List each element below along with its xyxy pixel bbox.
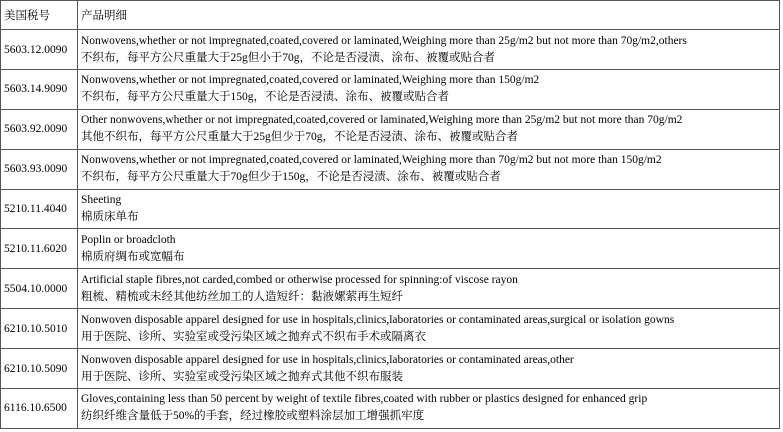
product-detail: [78, 349, 780, 389]
product-detail-english: Nonwovens,whether or not impregnated,coated,covered or laminated,Weighing more than 25g/m2 but not more than 70g/m2,others: [81, 34, 687, 47]
product-detail: [78, 69, 780, 109]
product-detail: [78, 109, 780, 149]
product-detail-chinese: 纺织纤维含量低于50%的手套，经过橡胶或塑料涂层加工增强抓牢度: [81, 410, 425, 423]
product-detail: [78, 189, 780, 229]
table-row: [1, 229, 780, 269]
product-detail-chinese: 不织布，每平方公尺重量大于70g但少于150g，不论是否浸渍、涂布、被覆或贴合者: [81, 171, 501, 184]
product-detail-chinese: 粗梳、精梳或未经其他纺丝加工的人造短纤：黏液嫘萦再生短纤: [81, 290, 403, 303]
tariff-code: 5210.11.6020: [1, 229, 78, 269]
tariff-code: 5603.12.0090: [1, 30, 78, 70]
tariff-code: 5603.92.0090: [1, 109, 78, 149]
product-detail-chinese: 棉质床单布: [81, 211, 139, 224]
header-product-detail: 产品明细: [78, 1, 780, 30]
table-row: [1, 269, 780, 309]
product-detail-english: Artificial staple fibres,not carded,combed or otherwise processed for spinning:of viscose rayon: [81, 273, 518, 286]
product-detail-english: Nonwovens,whether or not impregnated,coated,covered or laminated,Weighing more than 150g/m2: [81, 74, 540, 87]
table-row: [1, 388, 780, 428]
tariff-code: 5603.93.0090: [1, 149, 78, 189]
product-detail-english: Nonwovens,whether or not impregnated,coated,covered or laminated,Weighing more than 70g/m2 but not more than 150g/m2: [81, 154, 662, 167]
product-detail-chinese: 不织布，每平方公尺重量大于25g但小于70g，不论是否浸渍、涂布、被覆或贴合者: [81, 51, 495, 64]
product-detail-english: Poplin or broadcloth: [81, 233, 176, 246]
product-detail-english: Nonwoven disposable apparel designed for use in hospitals,clinics,laboratories or contaminated areas,other: [81, 353, 574, 366]
tariff-code: 5504.10.0000: [1, 269, 78, 309]
table-row: [1, 109, 780, 149]
tariff-code: 5210.11.4040: [1, 189, 78, 229]
product-detail-chinese: 用于医院、诊所、实验室或受污染区域之抛弃式不织布手术或隔离衣: [81, 330, 426, 343]
product-detail-chinese: 棉质府绸布或宽幅布: [81, 250, 185, 263]
product-detail-english: Gloves,containing less than 50 percent by weight of textile fibres,coated with rubber or plastics designed for enhanced grip: [81, 393, 648, 406]
header-tariff-code: 美国税号: [1, 1, 78, 30]
product-detail-chinese: 不织布，每平方公尺重量大于150g，不论是否浸渍、涂布、被覆或贴合者: [81, 91, 449, 104]
table-row: [1, 349, 780, 389]
product-detail: [78, 388, 780, 428]
product-detail: [78, 149, 780, 189]
table-row: [1, 149, 780, 189]
tariff-code: 6210.10.5010: [1, 309, 78, 349]
tariff-table-body: [1, 1, 780, 429]
tariff-code: 5603.14.9090: [1, 69, 78, 109]
table-row: [1, 189, 780, 229]
header-row: [1, 1, 780, 30]
product-detail: [78, 309, 780, 349]
product-detail: [78, 269, 780, 309]
table-row: [1, 69, 780, 109]
tariff-code: 6210.10.5090: [1, 349, 78, 389]
product-detail: [78, 229, 780, 269]
product-detail-chinese: 其他不织布，每平方公尺重量大于25g但少于70g，不论是否浸渍、涂布、被覆或贴合者: [81, 131, 518, 144]
tariff-code: 6116.10.6500: [1, 388, 78, 428]
product-detail-english: Nonwoven disposable apparel designed for use in hospitals,clinics,laboratories or contaminated areas,surgical or isolation gowns: [81, 313, 675, 326]
product-detail-english: Other nonwovens,whether or not impregnated,coated,covered or laminated,Weighing more than 25g/m2 but not more than 70g/m2: [81, 114, 683, 127]
table-row: [1, 30, 780, 70]
product-detail-english: Sheeting: [81, 194, 122, 207]
product-detail: [78, 30, 780, 70]
product-detail-chinese: 用于医院、诊所、实验室或受污染区域之抛弃式其他不织布服装: [81, 370, 403, 383]
table-row: [1, 309, 780, 349]
